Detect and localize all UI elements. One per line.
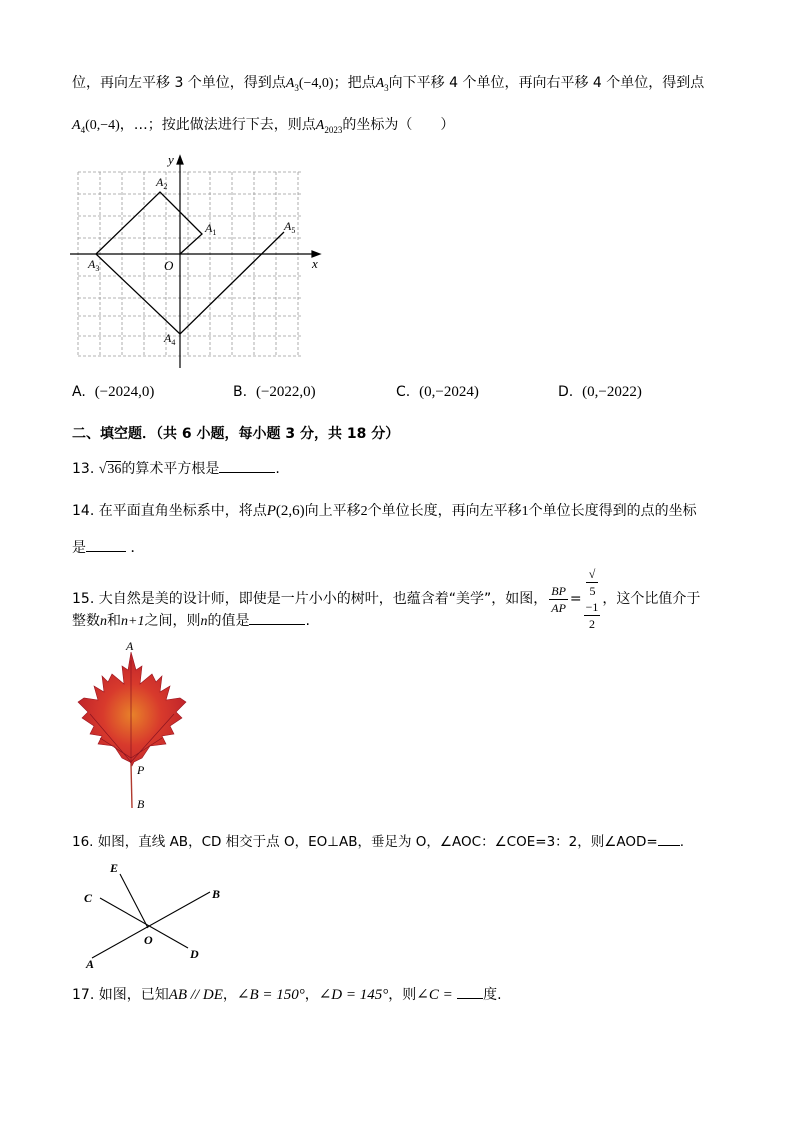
leaf-shape bbox=[78, 652, 186, 766]
ray-oe bbox=[120, 874, 148, 928]
q15-line1: 15. 大自然是美的设计师，即使是一片小小的树叶，也蕴含着“美学”，如图， $\frac{BP}{AP}$ = √ 5 −1 2 ，这个比值介于 bbox=[72, 567, 701, 631]
option-d[interactable]: D. (0,−2022) bbox=[558, 384, 642, 400]
label-e: E bbox=[110, 861, 119, 875]
q16: 16. 如图，直线 AB，CD 相交于点 O，EO⊥AB，垂足为 O，∠AOC：∠COE=3：2，则∠AOD= . bbox=[72, 834, 684, 850]
ratio-bp-ap: $\frac{BP}{AP}$ bbox=[551, 583, 566, 615]
label-o: O bbox=[144, 933, 153, 947]
q14-line2: 是 ． bbox=[72, 540, 145, 556]
grid bbox=[78, 172, 302, 356]
origin-label: O bbox=[164, 258, 174, 273]
leaf-label-a: A bbox=[126, 640, 134, 653]
leaf-stem bbox=[131, 764, 132, 808]
q13-answer-blank[interactable] bbox=[219, 460, 275, 473]
leaf-label-p: P bbox=[137, 763, 145, 777]
option-c[interactable]: C. (0,−2024) bbox=[396, 384, 479, 400]
q14-line1: 14. 在平面直角坐标系中，将点P(2,6)向上平移2个单位长度，再向左平移1个单位长度得到的点的坐标 bbox=[72, 503, 697, 519]
q14-answer-blank[interactable] bbox=[86, 539, 126, 552]
label-c: C bbox=[84, 891, 93, 905]
label-a: A bbox=[86, 957, 95, 970]
q12-coordinate-figure bbox=[64, 150, 334, 372]
q17: 17. 如图，已知AB // DE，∠B = 150°，∠D = 145°，则∠C = 度. bbox=[72, 987, 502, 1003]
q15-answer-blank[interactable] bbox=[249, 612, 305, 625]
label-a3: $A_3$ bbox=[88, 257, 100, 273]
q13: 13. √36的算术平方根是 . bbox=[72, 461, 280, 477]
label-a2: $A_2$ bbox=[156, 175, 168, 191]
y-axis-label: y bbox=[168, 152, 174, 167]
q12-line1: 位，再向左平移 3 个单位，得到点$A_3(-4,0)$；把点$A_3$向下平移 4 个单位，再向右平移 4 个单位，得到点 bbox=[72, 75, 705, 93]
sqrt-36: √36 bbox=[98, 462, 122, 477]
label-b: B bbox=[212, 887, 221, 901]
label-a5: $A_5$ bbox=[284, 219, 296, 235]
section-title: 二、填空题．（共 6 小题，每小题 3 分，共 18 分） bbox=[72, 426, 400, 442]
spiral-path bbox=[96, 192, 284, 334]
intersecting-lines-figure bbox=[76, 858, 226, 970]
option-a[interactable]: A. (−2024,0) bbox=[72, 384, 155, 400]
q17-answer-blank[interactable] bbox=[457, 986, 483, 999]
label-d: D bbox=[190, 947, 199, 961]
q16-answer-blank[interactable] bbox=[658, 833, 680, 846]
x-axis-label: x bbox=[312, 256, 318, 271]
q12-line2: $A_4(0,-4)$，…；按此做法进行下去，则点$A_{2023}$的坐标为（ ） bbox=[72, 117, 455, 135]
label-a1: $A_1$ bbox=[205, 221, 217, 237]
label-a4: $A_4$ bbox=[164, 331, 176, 347]
q15-line2: 整数n和n+1之间，则n的值是 . bbox=[72, 613, 310, 629]
golden-ratio: √ 5 −1 2 bbox=[585, 567, 599, 631]
option-b[interactable]: B. (−2022,0) bbox=[233, 384, 316, 400]
maple-leaf-figure bbox=[70, 640, 192, 812]
leaf-label-b: B bbox=[137, 797, 145, 811]
